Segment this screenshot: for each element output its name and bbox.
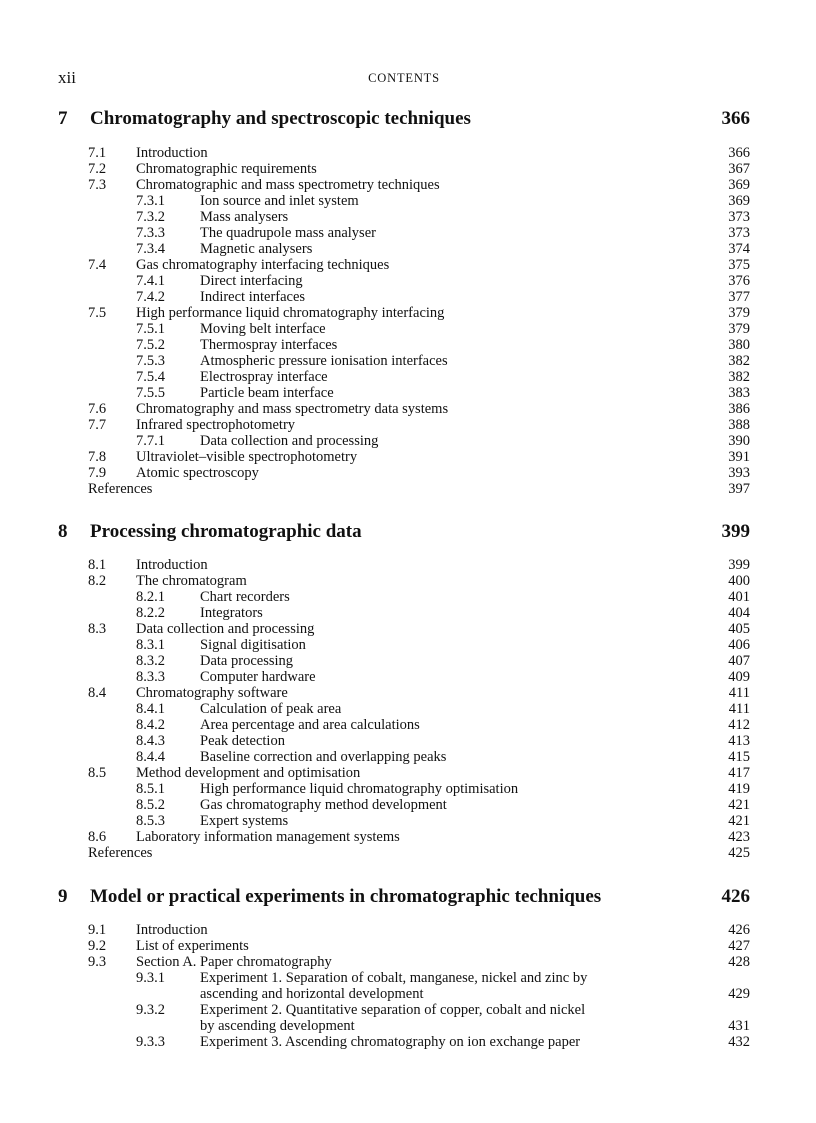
toc-entry [88,305,750,321]
toc-entry [88,1018,750,1034]
section-title: Data collection and processing [136,621,315,637]
toc-entry [88,177,750,193]
toc-entry [88,733,750,749]
section-title: Direct interfacing [200,273,303,289]
section-number: 8.5 [88,765,107,781]
section-title: ascending and horizontal development [200,986,424,1002]
section-page: 417 [728,765,750,781]
chapter-number: 8 [58,521,68,542]
section-number: 7.7.1 [136,433,165,449]
toc-entry [88,449,750,465]
section-number: 8.6 [88,829,107,845]
toc-entry [88,433,750,449]
chapter-page: 399 [721,521,750,542]
toc-entry [88,922,750,938]
section-number: 7.5.5 [136,385,165,401]
section-page: 375 [728,257,750,273]
section-number: 7.4 [88,257,107,273]
section-title: Data collection and processing [200,433,379,449]
section-number: 8.4.2 [136,717,165,733]
section-number: 7.1 [88,145,107,161]
chapter-heading [58,108,750,134]
section-title: Method development and optimisation [136,765,361,781]
section-title: Ultraviolet–visible spectrophotometry [136,449,358,465]
toc-entry [88,749,750,765]
section-page: 415 [728,749,750,765]
section-number: 8.4 [88,685,107,701]
section-title: Experiment 3. Ascending chromatography on ion exchange paper [200,1034,581,1050]
toc-entry [88,1034,750,1050]
section-number: 7.5.4 [136,369,165,385]
section-number: 9.1 [88,922,107,938]
section-page: 373 [728,225,750,241]
section-title: Introduction [136,145,208,161]
section-number: 9.2 [88,938,107,954]
section-page: 409 [728,669,750,685]
section-title: Data processing [200,653,294,669]
toc-entry [88,605,750,621]
section-title: Magnetic analysers [200,241,313,257]
toc-entry [88,797,750,813]
section-page: 412 [728,717,750,733]
toc-entry [88,401,750,417]
section-number: 7.3 [88,177,107,193]
section-page: 405 [728,621,750,637]
section-number: 8.3 [88,621,107,637]
section-page: 393 [728,465,750,481]
section-page: 386 [728,401,750,417]
section-page: 366 [728,145,750,161]
section-title: Baseline correction and overlapping peaks [200,749,447,765]
section-number: 7.5.2 [136,337,165,353]
toc-entry [88,225,750,241]
section-number: 7.4.2 [136,289,165,305]
section-page: 406 [728,637,750,653]
section-number: 7.5 [88,305,107,321]
section-title: Atomic spectroscopy [136,465,259,481]
section-number: 7.9 [88,465,107,481]
section-page: 397 [728,481,750,497]
section-title: Thermospray interfaces [200,337,338,353]
section-title: Introduction [136,922,208,938]
section-page: 411 [728,685,750,701]
chapter-title: Model or practical experiments in chromatographic techniques [90,886,602,907]
toc-entry [88,481,750,497]
toc-entry [88,193,750,209]
section-title: References [88,481,153,497]
toc-entry [88,385,750,401]
section-title: Peak detection [200,733,285,749]
toc-entry [88,1002,750,1018]
section-page: 380 [728,337,750,353]
section-page: 379 [728,305,750,321]
section-title: Chromatography software [136,685,288,701]
section-number: 7.8 [88,449,107,465]
section-title: Signal digitisation [200,637,306,653]
page-number: xii [58,68,76,87]
section-title: Gas chromatography method development [200,797,447,813]
section-number: 8.5.1 [136,781,165,797]
section-page: 425 [728,845,750,861]
chapter-heading [58,886,750,912]
section-title: by ascending development [200,1018,355,1034]
section-number: 7.3.1 [136,193,165,209]
section-number: 7.4.1 [136,273,165,289]
toc-entry [88,781,750,797]
running-title: CONTENTS [368,71,440,85]
section-title: Chromatography and mass spectrometry data systems [136,401,449,417]
section-page: 413 [728,733,750,749]
toc-entry [88,257,750,273]
toc-entry [88,717,750,733]
section-page: 383 [728,385,750,401]
chapter-entries [88,922,750,1050]
section-page: 419 [728,781,750,797]
section-number: 8.4.3 [136,733,165,749]
chapter-entries [88,145,750,497]
section-number: 8.3.1 [136,637,165,653]
toc-entry [88,829,750,845]
section-number: 7.6 [88,401,107,417]
section-title: Atmospheric pressure ionisation interfaces [200,353,448,369]
section-title: Integrators [200,605,263,621]
section-title: Calculation of peak area [200,701,342,717]
section-title: Particle beam interface [200,385,334,401]
toc-entry [88,241,750,257]
section-page: 390 [728,433,750,449]
section-title: Experiment 1. Separation of cobalt, manganese, nickel and zinc by [200,970,588,986]
section-title: High performance liquid chromatography optimisation [200,781,519,797]
section-page: 388 [728,417,750,433]
section-title: Mass analysers [200,209,289,225]
section-title: Laboratory information management systems [136,829,400,845]
chapter-number: 7 [58,108,68,129]
section-page: 429 [728,986,750,1002]
section-number: 8.4.1 [136,701,165,717]
section-page: 432 [728,1034,750,1050]
chapter-page: 426 [721,886,750,907]
section-page: 382 [728,353,750,369]
section-page: 427 [728,938,750,954]
toc-entry [88,417,750,433]
toc-entry [88,845,750,861]
section-number: 9.3.1 [136,970,165,986]
section-page: 373 [728,209,750,225]
section-page: 379 [728,321,750,337]
toc-entry [88,369,750,385]
section-number: 7.5.3 [136,353,165,369]
toc-entry [88,273,750,289]
section-number: 8.2.2 [136,605,165,621]
toc-entry [88,954,750,970]
toc-entry [88,289,750,305]
toc-entry [88,145,750,161]
section-title: Computer hardware [200,669,316,685]
section-number: 9.3.2 [136,1002,165,1018]
section-title: Chart recorders [200,589,290,605]
section-title: Electrospray interface [200,369,328,385]
toc-entry [88,653,750,669]
section-title: The chromatogram [136,573,247,589]
toc-entry [88,637,750,653]
section-number: 7.3.4 [136,241,165,257]
section-number: 8.3.3 [136,669,165,685]
section-number: 8.2.1 [136,589,165,605]
section-page: 407 [728,653,750,669]
section-title: Infrared spectrophotometry [136,417,296,433]
section-number: 8.5.3 [136,813,165,829]
section-page: 421 [728,797,750,813]
section-page: 401 [728,589,750,605]
section-title: Section A. Paper chromatography [136,954,332,970]
section-number: 7.2 [88,161,107,177]
section-page: 391 [728,449,750,465]
section-page: 369 [728,177,750,193]
toc-entry [88,465,750,481]
section-title: Introduction [136,557,208,573]
toc-entry [88,986,750,1002]
section-number: 8.5.2 [136,797,165,813]
toc-entry [88,557,750,573]
chapter-title: Chromatography and spectroscopic techniques [90,108,471,129]
page-header [58,68,750,88]
toc-entry [88,813,750,829]
section-page: 382 [728,369,750,385]
section-number: 8.4.4 [136,749,165,765]
section-page: 376 [728,273,750,289]
section-page: 423 [728,829,750,845]
section-title: Area percentage and area calculations [200,717,420,733]
section-page: 374 [728,241,750,257]
section-number: 7.3.3 [136,225,165,241]
chapter-entries [88,557,750,861]
toc-entry [88,938,750,954]
section-page: 428 [728,954,750,970]
section-title: The quadrupole mass analyser [200,225,376,241]
toc-entry [88,621,750,637]
section-title: Indirect interfaces [200,289,306,305]
chapter-number: 9 [58,886,68,907]
section-title: Chromatographic requirements [136,161,317,177]
toc-entry [88,669,750,685]
toc-entry [88,573,750,589]
section-title: Ion source and inlet system [200,193,359,209]
section-title: Expert systems [200,813,289,829]
toc-entry [88,970,750,986]
section-number: 7.3.2 [136,209,165,225]
section-title: Chromatographic and mass spectrometry techniques [136,177,440,193]
toc-entry [88,353,750,369]
section-title: Gas chromatography interfacing techniques [136,257,390,273]
section-page: 421 [728,813,750,829]
section-page: 377 [728,289,750,305]
section-number: 9.3 [88,954,107,970]
section-page: 399 [728,557,750,573]
section-title: List of experiments [136,938,249,954]
toc-entry [88,337,750,353]
section-title: Experiment 2. Quantitative separation of copper, cobalt and nickel [200,1002,586,1018]
section-page: 367 [728,161,750,177]
section-page: 431 [728,1018,750,1034]
chapter-heading [58,521,750,547]
section-number: 7.7 [88,417,107,433]
toc-entry [88,209,750,225]
section-title: High performance liquid chromatography interfacing [136,305,445,321]
section-page: 400 [728,573,750,589]
section-title: Moving belt interface [200,321,326,337]
toc-entry [88,321,750,337]
section-page: 369 [728,193,750,209]
section-number: 8.3.2 [136,653,165,669]
section-title: References [88,845,153,861]
section-page: 426 [728,922,750,938]
section-number: 8.1 [88,557,107,573]
chapter-page: 366 [721,108,750,129]
toc-entry [88,765,750,781]
chapter-title: Processing chromatographic data [90,521,362,542]
toc-entry [88,161,750,177]
toc-entry [88,701,750,717]
section-page: 404 [728,605,750,621]
toc-entry [88,685,750,701]
section-number: 9.3.3 [136,1034,165,1050]
toc-entry [88,589,750,605]
section-number: 7.5.1 [136,321,165,337]
section-number: 8.2 [88,573,107,589]
section-page: 411 [728,701,750,717]
